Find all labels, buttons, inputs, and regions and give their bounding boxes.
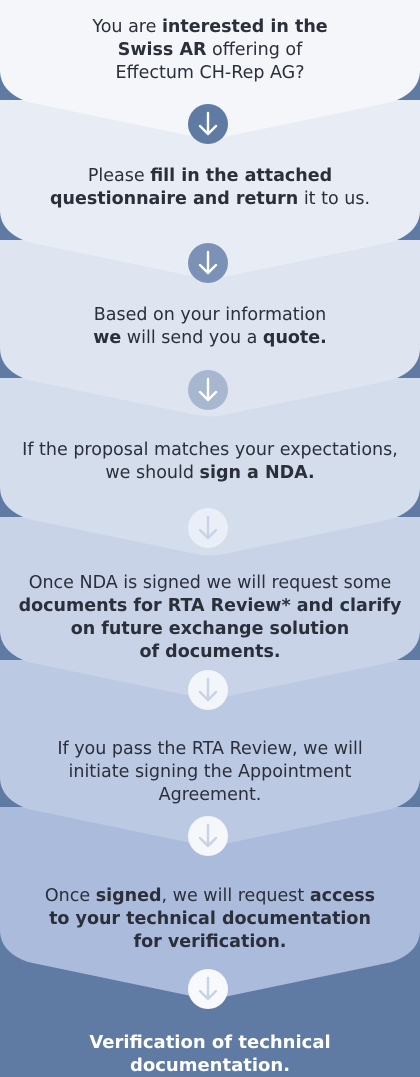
step-7-run: , we will request: [161, 886, 310, 906]
step-6-run: If you pass the RTA Review, we will: [57, 739, 363, 759]
arrow-down-circle-icon: [188, 508, 228, 548]
step-3-run: we: [93, 328, 122, 348]
step-6-run: initiate signing the Appointment: [68, 762, 352, 782]
step-1-run: Effectum CH-Rep AG?: [115, 63, 305, 83]
step-2-run: questionnaire and return: [49, 189, 299, 209]
step-4-run: sign a NDA.: [199, 463, 315, 483]
step-3-text: [16, 304, 404, 350]
step-3-run: Based on your information: [93, 305, 327, 325]
step-1-text: [16, 16, 404, 85]
step-4-text: [16, 439, 404, 485]
step-5-run: documents for RTA Review* and clarify: [18, 596, 402, 616]
step-8-final-text: [16, 1031, 404, 1077]
step-7-run: signed: [95, 886, 162, 906]
step-7-text: [16, 885, 404, 954]
step-2-run: fill in the attached: [150, 166, 333, 186]
step-7-run: to your technical documentation: [49, 909, 371, 929]
arrow-down-circle-icon: [188, 969, 228, 1009]
step-7-run: for verification.: [133, 932, 287, 952]
step-5-run: on future exchange solution: [70, 619, 350, 639]
arrow-down-circle-icon: [188, 104, 228, 144]
step-1-run: Swiss AR: [117, 40, 207, 60]
arrow-down-circle-icon: [188, 816, 228, 856]
step-8-run: Verification of technical documentation.: [89, 1032, 331, 1076]
arrow-down-circle-icon: [188, 670, 228, 710]
step-5-run: Once NDA is signed we will request some: [28, 573, 392, 593]
step-6-text: [16, 738, 404, 807]
arrow-down-circle-icon: [188, 243, 228, 283]
step-1-run: interested in the: [161, 17, 328, 37]
step-3-run: quote.: [262, 328, 327, 348]
step-4-run: If the proposal matches your expectations,: [22, 440, 398, 460]
step-5-text: [16, 572, 404, 664]
step-3-run: will send you a: [121, 328, 263, 348]
step-7-run: Once: [44, 886, 96, 906]
step-5-run: of documents.: [139, 642, 281, 662]
step-1-run: offering of: [206, 40, 303, 60]
step-2-text: [16, 165, 404, 211]
arrow-down-circle-icon: [188, 370, 228, 410]
step-6-run: Agreement.: [158, 785, 262, 805]
step-7-run: access: [309, 886, 376, 906]
step-2-run: Please: [87, 166, 151, 186]
step-1-run: You are: [92, 17, 162, 37]
step-2-run: it to us.: [298, 189, 371, 209]
step-4-run: we should: [105, 463, 200, 483]
